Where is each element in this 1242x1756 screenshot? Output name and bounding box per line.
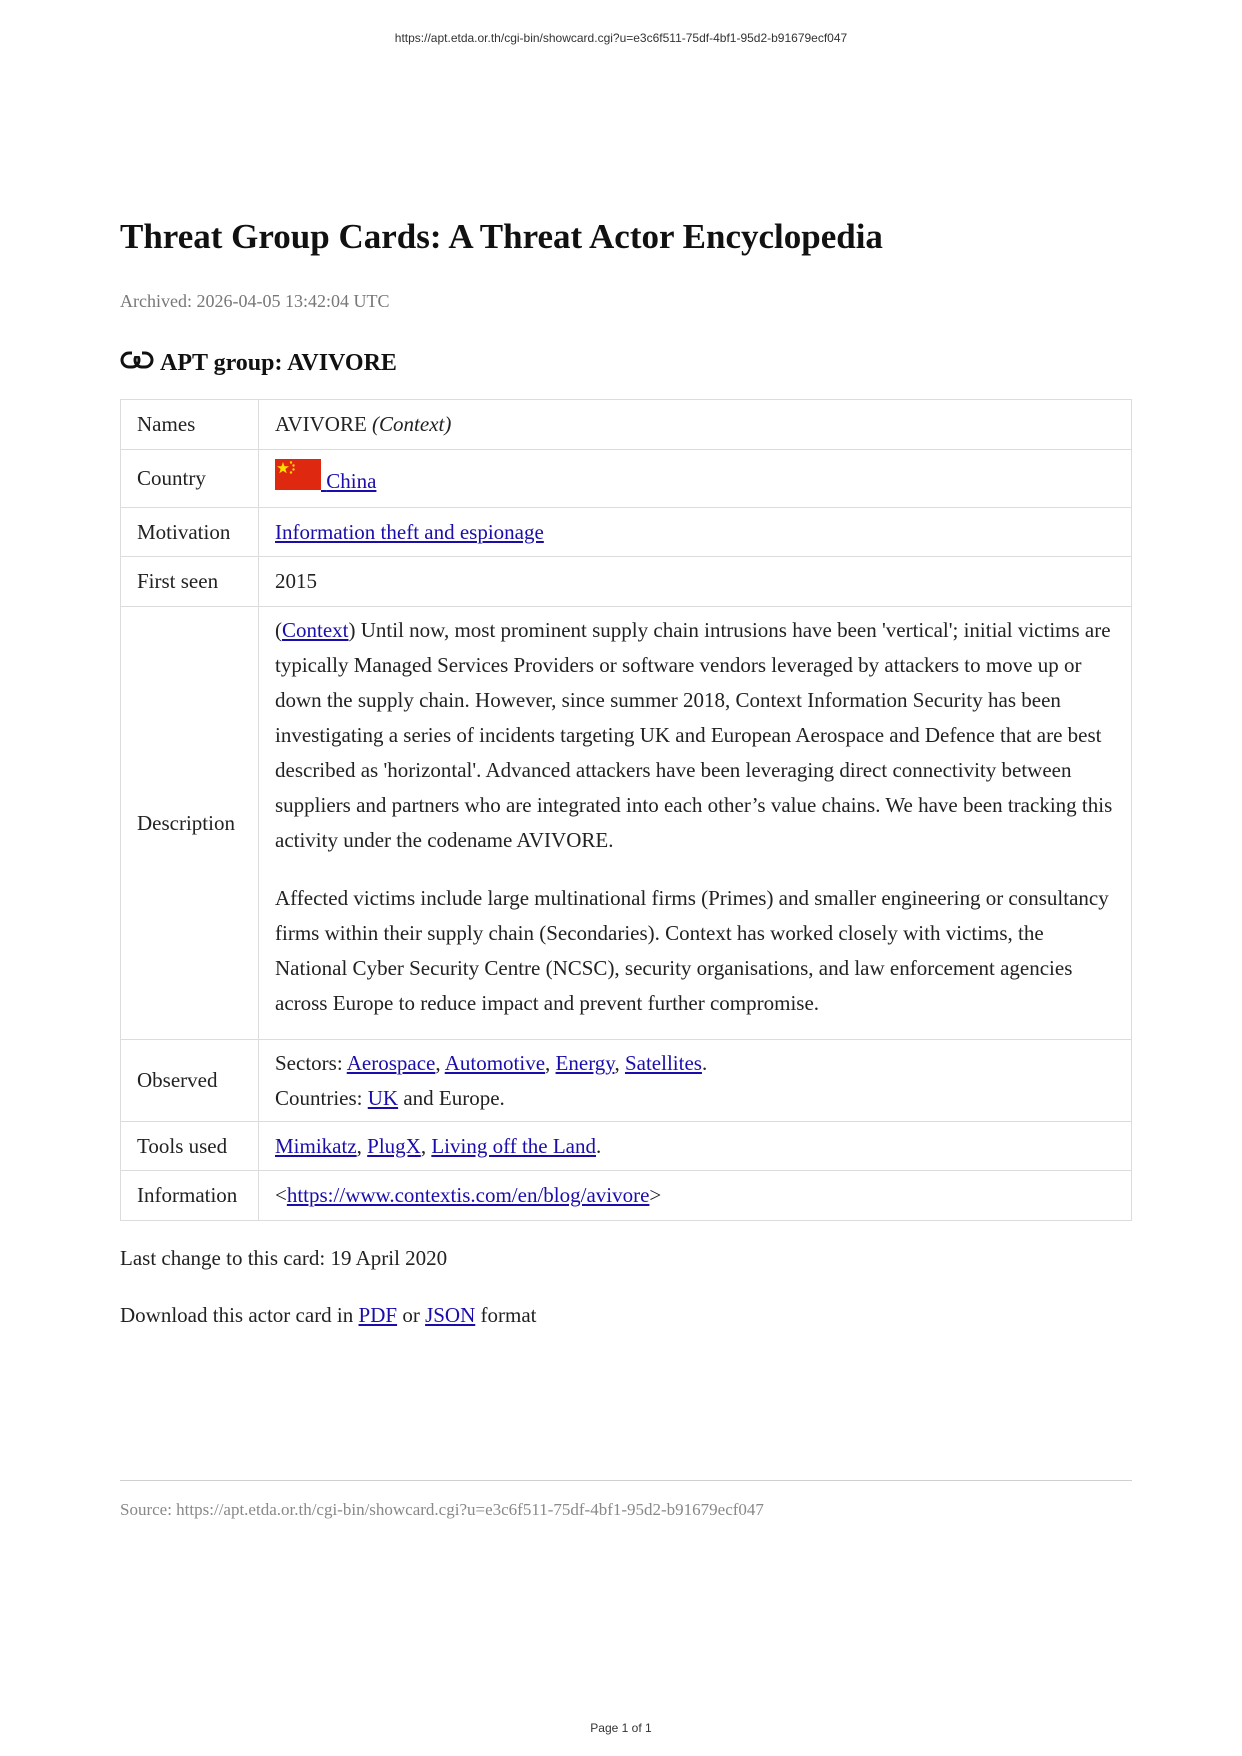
country-link-uk[interactable]: UK — [367, 1085, 399, 1110]
print-header-url: https://apt.etda.or.th/cgi-bin/showcard.cgi?u=e3c6f511-75df-4bf1-95d2-b91679ecf047 — [394, 31, 848, 45]
first-seen-label: First seen — [121, 557, 259, 607]
countries-prefix: Countries: — [275, 1085, 368, 1110]
download-line — [120, 1301, 1132, 1329]
tool-link-mimikatz[interactable]: Mimikatz — [275, 1133, 357, 1158]
open-paren: ( — [275, 618, 282, 642]
page-number: Page 1 of 1 — [590, 1721, 652, 1735]
archived-timestamp: Archived: 2026-04-05 13:42:04 UTC — [120, 291, 390, 311]
page-title: Threat Group Cards: A Threat Actor Encyclopedia — [120, 217, 883, 256]
group-heading — [120, 341, 1132, 377]
group-name: APT group: AVIVORE — [160, 350, 397, 376]
description-value — [259, 607, 1132, 1040]
last-change: Last change to this card: 19 April 2020 — [120, 1246, 448, 1270]
information-label: Information — [121, 1171, 259, 1221]
names-label: Names — [121, 400, 259, 450]
observed-label: Observed — [121, 1040, 259, 1122]
row-country — [121, 450, 1132, 508]
lt: < — [275, 1183, 287, 1207]
row-names — [121, 400, 1132, 450]
motivation-label: Motivation — [121, 508, 259, 557]
sector-link-automotive[interactable]: Automotive — [444, 1050, 546, 1075]
tools-label: Tools used — [121, 1122, 259, 1171]
tool-link-living-off-the-land[interactable]: Living off the Land — [431, 1133, 597, 1158]
country-link[interactable] — [275, 469, 376, 493]
names-text: AVIVORE — [275, 412, 367, 436]
description-source-link[interactable]: Context — [282, 618, 349, 642]
pdf-link[interactable]: PDF — [358, 1303, 398, 1327]
description-paragraph-1 — [275, 613, 1115, 858]
link-icon[interactable] — [120, 351, 154, 369]
countries-suffix: and Europe. — [398, 1085, 505, 1110]
names-source: (Context) — [372, 412, 452, 436]
country-value — [259, 450, 1132, 508]
source-url: Source: https://apt.etda.or.th/cgi-bin/showcard.cgi?u=e3c6f511-75df-4bf1-95d2-b91679ecf047 — [120, 1500, 764, 1519]
row-tools — [121, 1122, 1132, 1171]
first-seen-value: 2015 — [259, 557, 1132, 607]
row-observed — [121, 1040, 1132, 1122]
period: . — [596, 1133, 602, 1158]
description-paragraph-2: Affected victims include large multinational firms (Primes) and smaller engineering or consultancy firms within their supply chain (Secondaries). Context has worked closely with victims, the National Cyber Security Centre (NCSC), security organisations, and law enforcement agencies across Europe to reduce impact and prevent further compromise. — [275, 886, 1109, 1015]
row-motivation — [121, 508, 1132, 557]
footer-divider — [120, 1480, 1132, 1481]
information-link[interactable]: https://www.contextis.com/en/blog/avivore — [286, 1183, 650, 1207]
comma: , — [435, 1050, 445, 1075]
tools-value — [259, 1122, 1132, 1171]
download-format: format — [475, 1303, 537, 1327]
comma: , — [545, 1050, 556, 1075]
china-flag-icon — [275, 459, 321, 490]
description-text-1: ) Until now, most prominent supply chain intrusions have been 'vertical'; initial victims are typically Managed Services Providers or software vendors leveraged by attackers to move up or down the supply chain. However, since summer 2018, Context Information Security has been investigating a series of incidents targeting UK and European Aerospace and Defence that are best described as 'horizontal'. Advanced attackers have been leveraging direct connectivity between suppliers and partners who are integrated into each other’s value chains. We have been tracking this activity under the codename AVIVORE. — [275, 618, 1113, 852]
information-value — [259, 1171, 1132, 1221]
sector-link-satellites[interactable]: Satellites — [624, 1050, 702, 1075]
motivation-value — [259, 508, 1132, 557]
observed-sectors — [275, 1046, 1115, 1081]
actor-card-table — [120, 399, 1132, 1221]
download-or: or — [397, 1303, 426, 1327]
sector-link-aerospace[interactable]: Aerospace — [346, 1050, 436, 1075]
motivation-link[interactable]: Information theft and espionage — [275, 519, 544, 544]
country-name: China — [326, 468, 377, 493]
row-description — [121, 607, 1132, 1040]
names-value — [259, 400, 1132, 450]
sector-link-energy[interactable]: Energy — [555, 1050, 615, 1075]
tool-link-plugx[interactable]: PlugX — [367, 1133, 421, 1158]
row-information — [121, 1171, 1132, 1221]
description-label: Description — [121, 607, 259, 1040]
period: . — [701, 1050, 708, 1075]
main-content — [120, 212, 1132, 1519]
download-prefix: Download this actor card in — [120, 1303, 359, 1327]
row-first-seen — [121, 557, 1132, 607]
observed-countries — [275, 1081, 1115, 1116]
comma: , — [356, 1133, 368, 1158]
observed-value — [259, 1040, 1132, 1122]
sectors-prefix: Sectors: — [275, 1050, 347, 1075]
comma: , — [420, 1133, 432, 1158]
comma: , — [614, 1050, 625, 1075]
country-label: Country — [121, 450, 259, 508]
json-link[interactable]: JSON — [425, 1303, 476, 1327]
gt: > — [649, 1183, 662, 1207]
